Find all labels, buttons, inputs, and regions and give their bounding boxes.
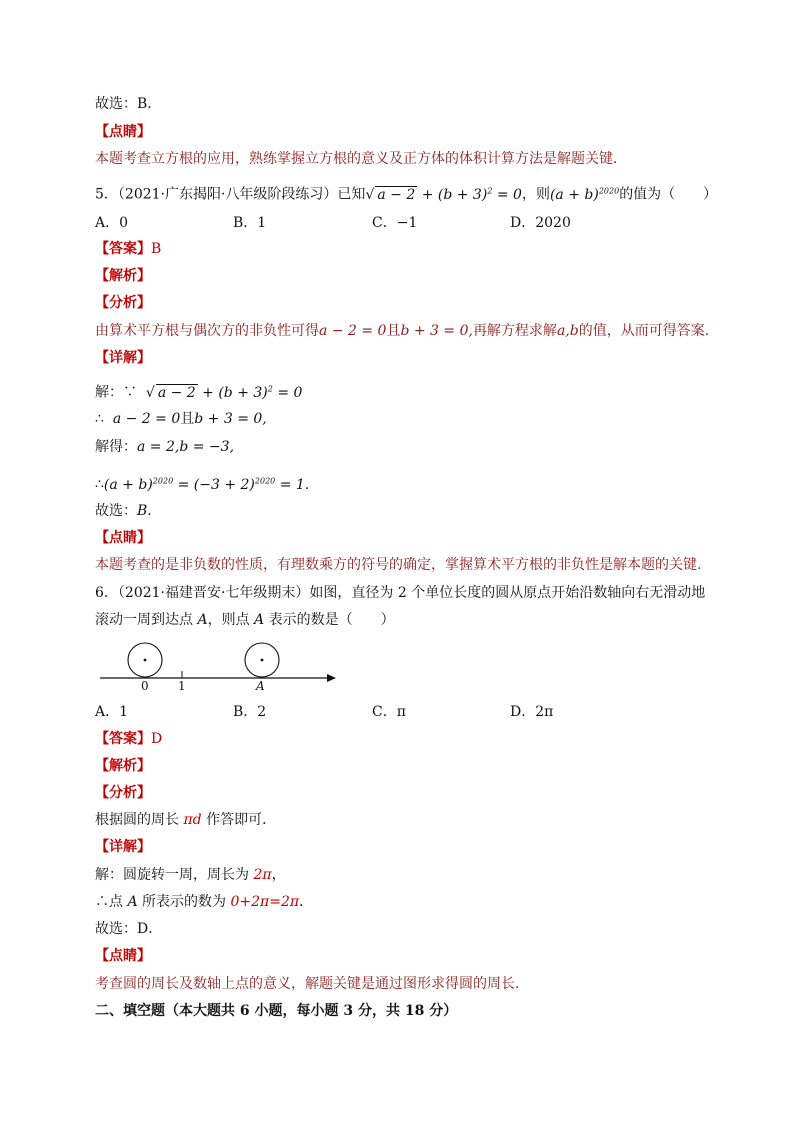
q6-xiangjie-heading: 【详解】 — [95, 839, 151, 855]
q5-dianjing-text: 本题考查的是非负数的性质，有理数乘方的符号的确定，掌握算术平方根的非负性是解本题的关键. — [95, 557, 702, 573]
question-6-line-2: 滚动一周到达点 A，则点 A 表示的数是（ ） — [95, 612, 395, 628]
question-5 — [95, 182, 717, 204]
q5-choose: 故选：B. — [95, 503, 152, 519]
circle-center-dot-a — [261, 659, 264, 662]
circle-center-dot-origin — [144, 659, 147, 662]
dianjing-heading: 【点睛】 — [95, 124, 151, 140]
q5-dianjing-heading: 【点睛】 — [95, 530, 151, 546]
q6-option-c: C．π — [372, 704, 406, 720]
q5-solution-step-2: ∴ a − 2 = 0且b + 3 = 0, — [95, 411, 267, 427]
q6-option-d: D．2π — [510, 704, 554, 720]
q5-fenxi-heading: 【分析】 — [95, 295, 151, 311]
q6-solution-step-1: 解：圆旋转一周，周长为 2π， — [95, 867, 286, 883]
q5-then: ，则 — [521, 186, 550, 203]
q6-analysis: 根据圆的周长 πd 作答即可． — [95, 812, 277, 828]
q5-suffix: 的值为（ ） — [619, 186, 718, 203]
q6-option-b: B．2 — [233, 704, 267, 720]
q6-dianjing-text: 考查圆的周长及数轴上点的意义，解题关键是通过图形求得圆的周长． — [95, 976, 529, 992]
q5-option-d: D．2020 — [510, 215, 571, 231]
q5-jiexi-heading: 【解析】 — [95, 268, 151, 284]
q5-equation: √ $a - 2 + (b + 3)^2 = 0$ — [365, 186, 522, 203]
section-2-heading: 二、填空题（本大题共 6 小题，每小题 3 分，共 18 分） — [95, 1003, 458, 1019]
choose-answer-text: 故选：B． — [95, 96, 162, 112]
q5-option-c: C．−1 — [372, 215, 418, 231]
q6-solution-step-2: ∴点 A 所表示的数为 0+2π=2π． — [95, 894, 314, 910]
q5-answer: 【答案】B — [95, 241, 162, 257]
q5-option-b: B．1 — [233, 215, 267, 231]
dianjing-text: 本题考查立方根的应用，熟练掌握立方根的意义及正方体的体积计算方法是解题关键． — [95, 151, 627, 167]
q6-dianjing-heading: 【点睛】 — [95, 948, 151, 964]
q5-prefix: 5．（2021·广东揭阳·八年级阶段练习）已知 — [95, 186, 366, 203]
q5-power: $(a + b)^{2020}$ — [549, 186, 620, 203]
label-a: A — [256, 679, 265, 693]
q5-solution-step-4: ∴(a + $b)^{2020} = (-3 + 2)^{2020} = 1$. — [95, 476, 310, 493]
label-1: 1 — [178, 679, 186, 693]
q5-xiangjie-heading: 【详解】 — [95, 350, 151, 366]
q5-solution-step-1: 解：∵ √ $a - 2 + (b + 3)^2 = 0$ — [95, 384, 303, 401]
q6-choose: 故选：D． — [95, 921, 163, 937]
question-6-line-1: 6．（2021·福建晋安·七年级期末）如图，直径为 2 个单位长度的圆从原点开始沿数轴向右无滑动地 — [95, 585, 706, 601]
number-line-arrow-icon — [327, 674, 336, 682]
q5-analysis: 由算术平方根与偶次方的非负性可得a − 2 = 0且b + 3 = 0,再解方程求解a,b的值，从而可得答案. — [95, 323, 710, 339]
q5-solution-step-3: 解得：a = 2,b = −3, — [95, 439, 235, 455]
q6-option-a: A．1 — [95, 704, 129, 720]
label-0: 0 — [141, 679, 149, 693]
q6-fenxi-heading: 【分析】 — [95, 785, 151, 801]
q6-answer: 【答案】D — [95, 731, 163, 747]
q5-option-a: A．0 — [95, 215, 129, 231]
number-line-figure — [95, 638, 345, 698]
q6-jiexi-heading: 【解析】 — [95, 758, 151, 774]
